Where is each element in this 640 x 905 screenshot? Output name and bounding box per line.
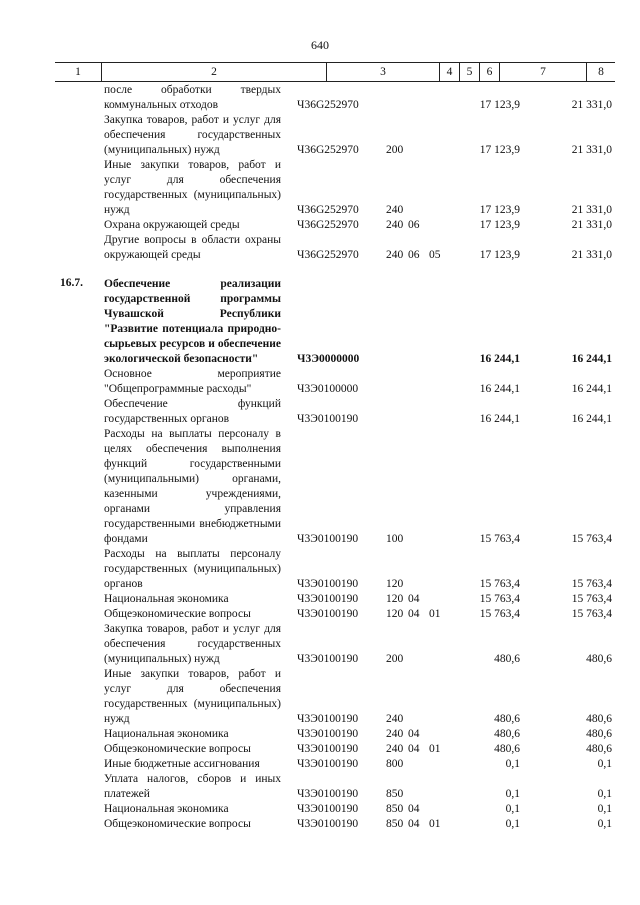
table-row	[0, 83, 640, 113]
row-values	[0, 248, 640, 263]
table-body	[0, 83, 640, 832]
table-row	[0, 607, 640, 622]
amount-col-8: 21 331,0	[571, 144, 612, 156]
amount-col-7: 480,6	[494, 653, 520, 665]
amount-col-7: 16 244,1	[479, 383, 520, 395]
header-col-6: 6	[479, 63, 499, 81]
header-col-4: 4	[439, 63, 459, 81]
table-row	[0, 742, 640, 757]
header-col-8: 8	[586, 63, 615, 81]
amount-col-8: 15 763,4	[571, 608, 612, 620]
amount-col-8: 21 331,0	[571, 219, 612, 231]
target-article-code: Ч36G252970	[297, 99, 359, 111]
amount-col-7: 16 244,1	[479, 353, 520, 365]
amount-col-8: 21 331,0	[571, 204, 612, 216]
row-name: Основное мероприятие "Общепрограммные расходы"	[104, 368, 281, 395]
amount-col-8: 16 244,1	[571, 413, 612, 425]
amount-col-8: 15 763,4	[571, 533, 612, 545]
row-name: Иные закупки товаров, работ и услуг для обеспечения государственных (муниципальных) нужд	[104, 159, 281, 216]
amount-col-7: 0,1	[505, 818, 520, 830]
row-values	[0, 727, 640, 742]
row-name: Обеспечение реализации государственной программы Чувашской Республики "Развитие потенциала природно-сырьевых ресурсов и обеспечение экологической безопасности"	[104, 278, 281, 365]
row-name: Расходы на выплаты персоналу государственных (муниципальных) органов	[104, 548, 281, 590]
row-values	[0, 218, 640, 233]
row-name: Общеэкономические вопросы	[104, 608, 251, 620]
amount-col-8: 15 763,4	[571, 578, 612, 590]
expense-type-code: 200	[386, 653, 404, 665]
table-row	[0, 113, 640, 158]
row-name: Национальная экономика	[104, 593, 229, 605]
amount-col-7: 0,1	[505, 803, 520, 815]
target-article-code: Ч3Э0100190	[297, 533, 359, 545]
row-name: Другие вопросы в области охраны окружающей среды	[104, 234, 281, 261]
table-row	[0, 158, 640, 218]
row-name: Национальная экономика	[104, 803, 229, 815]
row-name: Закупка товаров, работ и услуг для обеспечения государственных (муниципальных) нужд	[104, 623, 281, 665]
table-row	[0, 622, 640, 667]
table-row	[0, 757, 640, 772]
amount-col-7: 480,6	[494, 713, 520, 725]
expense-type-code: 240	[386, 728, 404, 740]
row-name: Общеэкономические вопросы	[104, 743, 251, 755]
subsection-code: 05	[429, 249, 441, 261]
target-article-code: Ч3Э0100190	[297, 728, 359, 740]
row-name: Обеспечение функций государственных органов	[104, 398, 281, 425]
expense-type-code: 850	[386, 803, 404, 815]
table-row	[0, 667, 640, 727]
table-row	[0, 367, 640, 397]
row-values	[0, 757, 640, 772]
amount-col-8: 480,6	[586, 713, 612, 725]
table-row	[0, 397, 640, 427]
amount-col-7: 17 123,9	[479, 144, 520, 156]
row-name: Расходы на выплаты персоналу в целях обеспечения выполнения функций государственными (муниципальными) органами, казенными учреждениями, органами управления государственными внебюджетными фондами	[104, 428, 281, 545]
amount-col-7: 480,6	[494, 728, 520, 740]
section-code: 06	[408, 219, 420, 231]
header-col-7: 7	[499, 63, 586, 81]
amount-col-8: 21 331,0	[571, 99, 612, 111]
target-article-code: Ч3Э0100190	[297, 593, 359, 605]
row-values	[0, 817, 640, 832]
target-article-code: Ч3Э0100190	[297, 743, 359, 755]
amount-col-7: 17 123,9	[479, 204, 520, 216]
section-code: 04	[408, 803, 420, 815]
expense-type-code: 240	[386, 713, 404, 725]
amount-col-8: 480,6	[586, 743, 612, 755]
header-col-5: 5	[459, 63, 479, 81]
target-article-code: Ч3Э0100190	[297, 413, 359, 425]
target-article-code: Ч3Э0100190	[297, 653, 359, 665]
amount-col-8: 21 331,0	[571, 249, 612, 261]
table-row	[0, 233, 640, 263]
amount-col-8: 480,6	[586, 653, 612, 665]
target-article-code: Ч36G252970	[297, 144, 359, 156]
expense-type-code: 800	[386, 758, 404, 770]
target-article-code: Ч3Э0100000	[297, 383, 359, 395]
row-values	[0, 352, 640, 367]
row-values	[0, 98, 640, 113]
amount-col-8: 0,1	[597, 788, 612, 800]
table-row	[0, 802, 640, 817]
amount-col-7: 16 244,1	[479, 413, 520, 425]
target-article-code: Ч3Э0100190	[297, 788, 359, 800]
expense-type-code: 240	[386, 743, 404, 755]
table-row	[0, 277, 640, 367]
row-name: Иные бюджетные ассигнования	[104, 758, 260, 770]
row-name: Общеэкономические вопросы	[104, 818, 251, 830]
amount-col-7: 480,6	[494, 743, 520, 755]
expense-type-code: 240	[386, 219, 404, 231]
section-code: 04	[408, 728, 420, 740]
row-number: 16.7.	[60, 277, 83, 289]
target-article-code: Ч3Э0100190	[297, 758, 359, 770]
header-col-1: 1	[75, 66, 81, 78]
amount-col-8: 0,1	[597, 818, 612, 830]
section-code: 04	[408, 593, 420, 605]
section-code: 04	[408, 608, 420, 620]
page-number: 640	[311, 38, 329, 52]
table-row	[0, 592, 640, 607]
row-name: после обработки твердых коммунальных отходов	[104, 84, 281, 111]
expense-type-code: 100	[386, 533, 404, 545]
row-name: Уплата налогов, сборов и иных платежей	[104, 773, 281, 800]
row-values	[0, 382, 640, 397]
amount-col-8: 480,6	[586, 728, 612, 740]
table-row	[0, 727, 640, 742]
row-values	[0, 577, 640, 592]
row-name: Национальная экономика	[104, 728, 229, 740]
target-article-code: Ч36G252970	[297, 204, 359, 216]
subsection-code: 01	[429, 743, 441, 755]
row-values	[0, 607, 640, 622]
expense-type-code: 120	[386, 593, 404, 605]
target-article-code: Ч3Э0100190	[297, 608, 359, 620]
table-row	[0, 427, 640, 547]
row-name: Охрана окружающей среды	[104, 219, 240, 231]
row-name: Закупка товаров, работ и услуг для обеспечения государственных (муниципальных) нужд	[104, 114, 281, 156]
table-header	[55, 62, 615, 82]
table-row	[0, 772, 640, 802]
header-col-3: 3	[326, 63, 439, 81]
amount-col-8: 0,1	[597, 758, 612, 770]
expense-type-code: 120	[386, 608, 404, 620]
row-values	[0, 143, 640, 158]
amount-col-7: 0,1	[505, 788, 520, 800]
amount-col-8: 15 763,4	[571, 593, 612, 605]
target-article-code: Ч3Э0100190	[297, 818, 359, 830]
header-col-2: 2	[101, 63, 326, 81]
amount-col-7: 15 763,4	[479, 533, 520, 545]
amount-col-8: 0,1	[597, 803, 612, 815]
expense-type-code: 850	[386, 818, 404, 830]
target-article-code: Ч3Э0100190	[297, 803, 359, 815]
amount-col-7: 15 763,4	[479, 593, 520, 605]
row-values	[0, 652, 640, 667]
row-values	[0, 787, 640, 802]
row-values	[0, 592, 640, 607]
row-values	[0, 532, 640, 547]
target-article-code: Ч3Э0100190	[297, 713, 359, 725]
table-row	[0, 218, 640, 233]
amount-col-7: 15 763,4	[479, 608, 520, 620]
row-name: Иные закупки товаров, работ и услуг для обеспечения государственных (муниципальных) нужд	[104, 668, 281, 725]
amount-col-8: 16 244,1	[571, 383, 612, 395]
amount-col-7: 0,1	[505, 758, 520, 770]
section-code: 04	[408, 818, 420, 830]
section-code: 04	[408, 743, 420, 755]
target-article-code: Ч3Э0100190	[297, 578, 359, 590]
expense-type-code: 240	[386, 204, 404, 216]
row-values	[0, 802, 640, 817]
amount-col-7: 17 123,9	[479, 219, 520, 231]
target-article-code: Ч36G252970	[297, 249, 359, 261]
amount-col-8: 16 244,1	[571, 353, 612, 365]
expense-type-code: 850	[386, 788, 404, 800]
amount-col-7: 15 763,4	[479, 578, 520, 590]
expense-type-code: 120	[386, 578, 404, 590]
row-values	[0, 412, 640, 427]
amount-col-7: 17 123,9	[479, 99, 520, 111]
expense-type-code: 200	[386, 144, 404, 156]
expense-type-code: 240	[386, 249, 404, 261]
row-values	[0, 712, 640, 727]
amount-col-7: 17 123,9	[479, 249, 520, 261]
subsection-code: 01	[429, 818, 441, 830]
row-values	[0, 742, 640, 757]
table-row	[0, 547, 640, 592]
table-row	[0, 817, 640, 832]
target-article-code: Ч36G252970	[297, 219, 359, 231]
row-values	[0, 203, 640, 218]
subsection-code: 01	[429, 608, 441, 620]
section-code: 06	[408, 249, 420, 261]
target-article-code: Ч3Э0000000	[297, 353, 360, 365]
